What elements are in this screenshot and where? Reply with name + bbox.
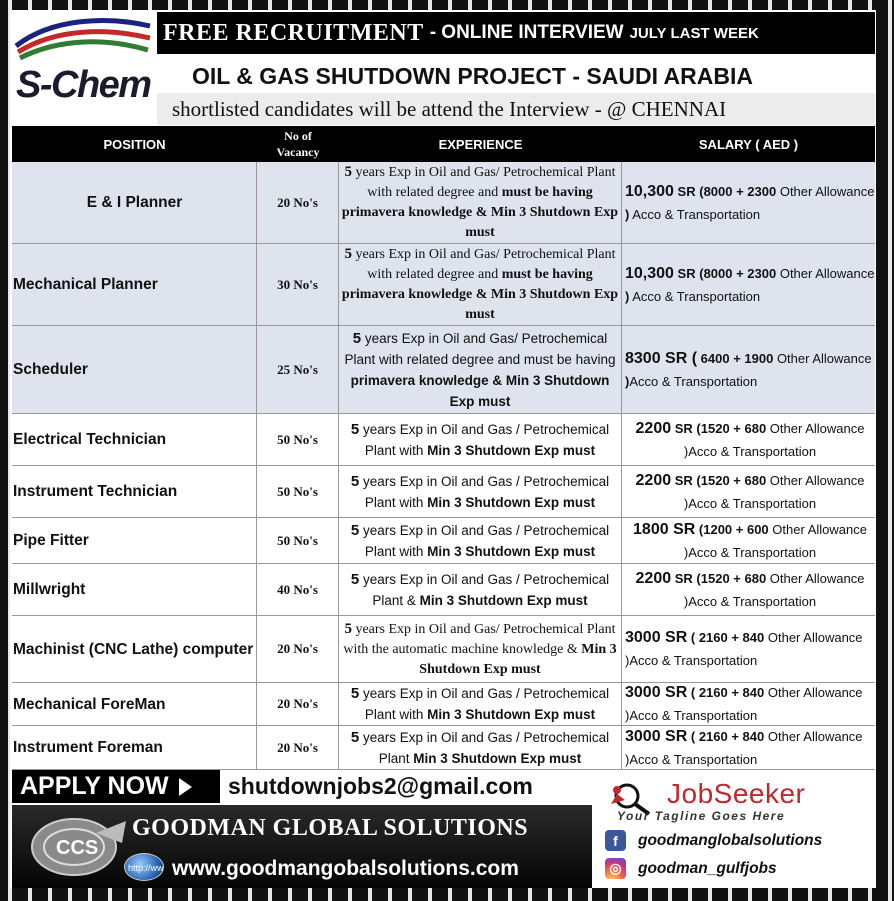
experience-requirement: Min 3 Shutdown Exp must (413, 750, 582, 766)
salary-part: ) (625, 373, 630, 389)
salary-part: 10,300 (625, 264, 674, 282)
jobseeker-panel (595, 772, 875, 888)
salary-part: Other Allowance (776, 183, 875, 199)
table-header (12, 126, 875, 162)
table-row (12, 616, 875, 683)
experience-cell (339, 466, 622, 517)
salary-part: 1800 SR (633, 520, 696, 538)
salary-part: ( 2160 + 840 (687, 685, 765, 700)
salary-cell (622, 244, 875, 325)
experience-years: 5 (344, 620, 352, 637)
vacancy-cell: 50 No's (257, 414, 339, 465)
experience-cell (339, 616, 622, 682)
salary-cell (622, 683, 875, 725)
experience-text: years Exp in Oil and Gas/ Petrochemical Plant with related degree and must be having (344, 330, 616, 367)
vacancy-cell: 40 No's (257, 564, 339, 615)
salary-part: Acco & Transportation (629, 206, 761, 222)
position-cell: Machinist (CNC Lathe) computer (12, 616, 257, 682)
project-title: OIL & GAS SHUTDOWN PROJECT - SAUDI ARABIA (192, 63, 753, 89)
experience-requirement: Min 3 Shutdown Exp must (419, 641, 617, 677)
experience-years: 5 (350, 472, 360, 490)
experience-requirement: Min 3 Shutdown Exp must (419, 592, 588, 608)
apply-now-banner (12, 770, 220, 803)
facebook-icon: f (605, 830, 626, 851)
table-row (12, 326, 875, 414)
experience-years: 5 (350, 728, 360, 746)
table-row (12, 414, 875, 466)
salary-part: SR (673, 265, 700, 281)
salary-part: SR (673, 183, 700, 199)
globe-icon (124, 853, 164, 881)
salary-cell (622, 466, 875, 517)
experience-years: 5 (344, 246, 352, 262)
salary-part: 2200 (635, 419, 672, 437)
banner-small: JULY LAST WEEK (629, 24, 759, 42)
salary-cell (622, 414, 875, 465)
salary-cell (622, 726, 875, 769)
salary-part: 3000 SR (625, 684, 688, 701)
experience-years: 5 (352, 329, 362, 347)
shortlist-note: shortlisted candidates will be attend the Interview - @ CHENNAI (157, 93, 875, 125)
ccs-text: CCS (56, 837, 99, 859)
salary-part: Other Allowance (776, 350, 872, 366)
recruitment-banner (157, 12, 875, 54)
experience-text: years Exp in Oil and Gas / Petrochemical Plant & (359, 571, 610, 608)
col-experience: EXPERIENCE (438, 136, 523, 152)
vacancy-cell: 20 No's (257, 162, 339, 243)
salary-part: 2200 (635, 569, 672, 587)
salary-part: Other Allowance )Acco & Transportation (625, 728, 863, 767)
salary-cell (622, 326, 875, 413)
experience-requirement: Min 3 Shutdown Exp must (427, 494, 596, 510)
banner-main: FREE RECRUITMENT (163, 19, 424, 46)
table-row (12, 244, 875, 326)
s-chem-logo (12, 12, 154, 106)
experience-cell (339, 683, 622, 725)
facebook-link[interactable] (605, 830, 822, 851)
salary-part: 3000 SR (625, 727, 688, 745)
col-vacancy-line1: No of (284, 129, 312, 143)
salary-part: 6400 + 1900 (697, 350, 777, 366)
position-cell: Pipe Fitter (12, 518, 257, 563)
banner-mid: - ONLINE INTERVIEW (429, 22, 624, 43)
salary-part: (8000 + 2300 (699, 183, 777, 199)
position-cell: Electrical Technician (12, 414, 257, 465)
experience-requirement: must be having primavera knowledge & Min 3 Shutdown Exp must (341, 185, 619, 240)
experience-text: years Exp in Oil and Gas / Petrochemical Plant with (359, 473, 610, 510)
salary-part: ) (625, 288, 630, 304)
vacancy-cell: 20 No's (257, 616, 339, 682)
vacancy-cell: 20 No's (257, 726, 339, 769)
experience-years: 5 (350, 570, 360, 588)
salary-part: ( 2160 + 840 (687, 728, 765, 744)
experience-cell (339, 726, 622, 769)
col-vacancy (257, 128, 339, 160)
salary-part: SR (671, 472, 697, 488)
website-link[interactable]: www.goodmangobalsolutions.com (172, 857, 519, 880)
salary-part: Other Allowance )Acco & Transportation (625, 630, 863, 668)
salary-part: (1200 + 600 (695, 521, 769, 537)
experience-text: years Exp in Oil and Gas/ Petrochemical Plant with the automatic machine knowledge & (343, 621, 616, 657)
experience-text: years Exp in Oil and Gas / Petrochemical Plant with (359, 686, 610, 722)
experience-cell (339, 518, 622, 563)
salary-cell (622, 616, 875, 682)
table-row (12, 726, 875, 770)
vacancy-cell: 20 No's (257, 683, 339, 725)
vacancy-cell: 50 No's (257, 518, 339, 563)
facebook-handle: goodmanglobalsolutions (638, 831, 823, 849)
col-salary: SALARY ( AED ) (698, 136, 799, 152)
salary-part: (1520 + 680 (696, 472, 767, 488)
jobseeker-tagline: Your Tagline Goes Here (617, 809, 786, 823)
table-row (12, 466, 875, 518)
ccs-globe-logo (26, 813, 131, 879)
salary-part: Other Allowance )Acco & Transportation (683, 570, 865, 609)
salary-cell (622, 518, 875, 563)
experience-requirement: Min 3 Shutdown Exp must (427, 543, 596, 559)
col-position: POSITION (103, 136, 166, 152)
experience-requirement: Min 3 Shutdown Exp must (427, 442, 596, 458)
position-cell: Mechanical ForeMan (12, 683, 257, 725)
experience-text: years Exp in Oil and Gas/ Petrochemical Plant with related degree and (351, 165, 616, 200)
salary-part: ) (625, 206, 630, 222)
globe-text: http://ww (128, 863, 164, 873)
table-row (12, 162, 875, 244)
vacancy-cell: 50 No's (257, 466, 339, 517)
experience-years: 5 (344, 164, 352, 180)
salary-part: Other Allowance )Acco & Transportation (683, 521, 867, 560)
salary-part: 3000 SR (625, 629, 688, 646)
salary-part: Other Allowance (776, 265, 875, 281)
jobseeker-title: JobSeeker (667, 778, 806, 809)
salary-part: (1520 + 680 (696, 420, 767, 436)
salary-cell (622, 564, 875, 615)
experience-requirement: primavera knowledge & Min 3 Shutdown Exp must (350, 372, 610, 409)
email-address[interactable]: shutdownjobs2@gmail.com (222, 770, 592, 803)
position-cell: Instrument Technician (12, 466, 257, 517)
salary-part: 2200 (635, 471, 672, 489)
instagram-handle: goodman_gulfjobs (638, 859, 777, 877)
apply-now-label: APPLY NOW (20, 772, 169, 800)
experience-requirement: must be having primavera knowledge & Min 3 Shutdown Exp must (341, 267, 619, 322)
experience-cell (339, 414, 622, 465)
position-cell: Millwright (12, 564, 257, 615)
salary-part: ( 2160 + 840 (687, 630, 765, 645)
vacancy-cell: 30 No's (257, 244, 339, 325)
salary-part: Other Allowance )Acco & Transportation (625, 685, 863, 723)
experience-cell (339, 162, 622, 243)
salary-cell (622, 162, 875, 243)
experience-requirement: Min 3 Shutdown Exp must (427, 707, 596, 722)
play-arrow-icon (179, 778, 192, 796)
salary-part: (1520 + 680 (696, 570, 767, 586)
company-name: GOODMAN GLOBAL SOLUTIONS (132, 815, 529, 841)
experience-years: 5 (350, 685, 360, 702)
table-row (12, 564, 875, 616)
position-cell: Instrument Foreman (12, 726, 257, 769)
logo-text: S-Chem (16, 64, 151, 106)
salary-part: Other Allowance )Acco & Transportation (683, 472, 865, 511)
position-cell: Scheduler (12, 326, 257, 413)
table-row (12, 683, 875, 726)
experience-cell (339, 244, 622, 325)
salary-part: Other Allowance )Acco & Transportation (683, 420, 865, 459)
instagram-link[interactable] (605, 858, 777, 879)
experience-text: years Exp in Oil and Gas / Petrochemical Plant with (359, 421, 610, 458)
position-cell: Mechanical Planner (12, 244, 257, 325)
salary-part: 10,300 (625, 182, 674, 200)
experience-text: years Exp in Oil and Gas/ Petrochemical Plant with related degree and (351, 247, 616, 282)
instagram-icon: ◎ (605, 858, 626, 879)
salary-part: Acco & Transportation (629, 373, 758, 389)
position-cell: E & I Planner (12, 162, 257, 243)
experience-text: years Exp in Oil and Gas / Petrochemical Plant with (359, 522, 610, 559)
salary-part: (8000 + 2300 (699, 265, 777, 281)
vacancy-cell: 25 No's (257, 326, 339, 413)
experience-text: years Exp in Oil and Gas / Petrochemical Plant (359, 729, 610, 766)
table-row (12, 518, 875, 564)
experience-years: 5 (350, 521, 360, 539)
company-footer (12, 805, 592, 888)
salary-part: SR (671, 420, 697, 436)
experience-cell (339, 564, 622, 615)
salary-part: Acco & Transportation (629, 288, 761, 304)
col-vacancy-line2: Vacancy (276, 145, 320, 159)
salary-part: 8300 SR ( (625, 349, 698, 367)
experience-cell (339, 326, 622, 413)
salary-part: SR (671, 570, 697, 586)
experience-years: 5 (350, 420, 360, 438)
